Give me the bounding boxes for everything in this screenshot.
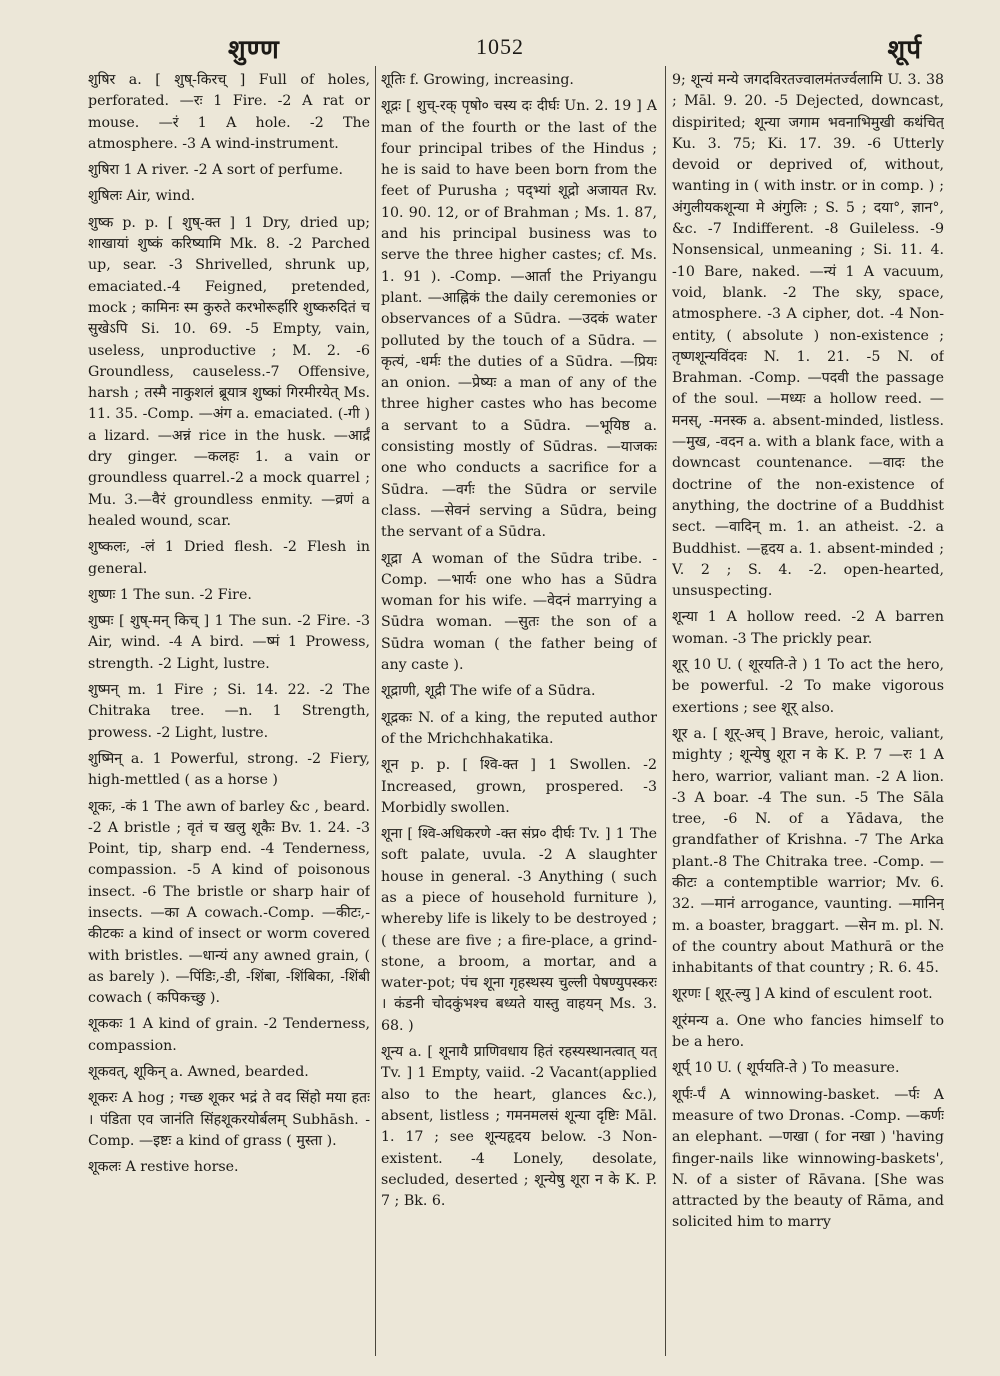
entry: शुष्णः 1 The sun. -2 Fire. — [88, 586, 252, 603]
column-divider — [375, 66, 376, 1356]
entry: शूद्रकः N. of a king, the reputed author of the Mrichchhakatika. — [381, 709, 657, 747]
running-head-left: शुण्ण — [228, 35, 280, 65]
entry: शूकः, -कं 1 The awn of barley &c , beard. -2 A bristle ; वृतं च खलु शूकैः Bv. 1. 24. -3 Point, tip, sharp end. -4 Tenderness, compassion. -5 A kind of poisonous insect. -6 The bristle or sharp hair of insects. —का A cowach.-Comp. —कीटः,-कीटकः a kind of insect or worm covered with bristles. —धान्यं any awned grain, ( as barely ). —पिंडिः,-डी, -शिंबा, -शिंबिका, -शिंबी cowach ( कपिकच्छु ). — [88, 798, 370, 1007]
column-3 — [672, 70, 944, 1352]
entry: शूर a. [ शूर्-अच् ] Brave, heroic, valiant, mighty ; शून्येषु शूरा न के K. P. 7 —रः 1 A hero, warrior, valiant man. -2 A lion. -3 A boar. -4 The sun. -5 The Sāla tree, -6 N. of a Yādava, the grandfather of Krishna. -7 The Arka plant.-8 The Chitraka tree. -Comp. —कीटः a contemptible warrior; Mv. 6. 32. —मानं arrogance, vaunting. —मानिन् m. a boaster, braggart. —सेन m. pl. N. of the country about Mathurā or the inhabitants of that country ; R. 6. 45. — [672, 725, 944, 977]
entry: शूर्पः-र्पं A winnowing-basket. —र्पः A measure of two Dronas. -Comp. —कर्णः an elephant. —णखा ( for नखा ) 'having finger-nails like winnowing-baskets', N. of a sister of Rāvana. [She was attracted by the beauty of Rāma, and solicited him to marry — [672, 1086, 944, 1231]
entry: शूकवत्, शूकिन् a. Awned, bearded. — [88, 1064, 309, 1081]
entry: शूना [ श्वि-अधिकरणे -क्त संप्र० दीर्घः Tv. ] 1 The soft palate, uvula. -2 A slaughter house in general. -3 Anything ( such as a piece of household furniture ), whereby life is likely to be destroyed ; ( these are five ; a fire-place, a grind-stone, a broom, a mortar, and a water-pot; पंच शूना गृहस्थस्य चुल्ली पेषण्युपस्करः । कंडनी चोदकुंभश्च बध्यते यास्तु वाहयन् Ms. 3. 68. ) — [381, 826, 657, 1034]
entry: शुष्मिन् a. 1 Powerful, strong. -2 Fiery, high-mettled ( as a horse ) — [88, 750, 370, 789]
entry: शूर् 10 U. ( शूरयति-ते ) 1 To act the hero, be powerful. -2 To make vigorous exertions ; see शूर् also. — [672, 657, 944, 716]
entry: शूर्प् 10 U. ( शूर्पयति-ते ) To measure. — [672, 1060, 900, 1077]
entry: शूककः 1 A kind of grain. -2 Tenderness, compassion. — [88, 1016, 370, 1054]
column-divider — [665, 66, 666, 1356]
entry: शुषिरा 1 A river. -2 A sort of perfume. — [88, 162, 343, 179]
entry: शून्या 1 A hollow reed. -2 A barren woman. -3 The prickly pear. — [672, 609, 944, 647]
entry: 9; शून्यं मन्ये जगदविरतज्वालमंतर्ज्वलामि U. 3. 38 ; Māl. 9. 20. -5 Dejected, downcast, dispirited; शून्या जगाम भवनाभिमुखी कथंचित् Ku. 3. 75; Ki. 17. 39. -6 Utterly devoid or deprived of, without, wanting in ( with instr. or in comp. ) ; अंगुलीयकशून्या मे अंगुलिः ; S. 5 ; दया°, ज्ञान°, &c. -7 Indifferent. -8 Guileless. -9 Nonsensical, unmeaning ; Si. 11. 4. -10 Bare, naked. —न्यं 1 A vacuum, void, blank. -2 The sky, space, atmosphere. -3 A cipher, dot. -4 Non-entity, ( absolute ) non-existence ; तृष्णशून्यविंदवः N. 1. 21. -5 N. of Brahman. -Comp. —पदवी the passage of the soul. —मध्यः a hollow reed. —मनस्, -मनस्क a. absent-minded, listless. —मुख, -वदन a. with a blank face, with a downcast countenance. —वादः the doctrine of the non-existence of anything, the doctrine of a Buddhist sect. —वादिन् m. 1. an atheist. -2. a Buddhist. —हृदय a. 1. absent-minded ; V. 2 ; S. 4. -2. open-hearted, unsuspecting. — [672, 72, 944, 600]
entry: शुष्मन् m. 1 Fire ; Si. 14. 22. -2 The Chitraka tree. —n. 1 Strength, prowess. -2 Light, lustre. — [88, 682, 370, 741]
entry: शूद्राणी, शूद्री The wife of a Sūdra. — [381, 683, 596, 700]
entry: शुष्कलः, -लं 1 Dried flesh. -2 Flesh in general. — [88, 539, 370, 577]
entry: शून p. p. [ श्वि-क्त ] 1 Swollen. -2 Increased, grown, prospered. -3 Morbidly swollen. — [381, 757, 657, 816]
entry: शून्य a. [ शूनायै प्राणिवधाय हितं रहस्यस्थानत्वात् यत् Tv. ] 1 Empty, vaiid. -2 Vacant(applied also to the heart, glances &c.), absent, listless ; गमनमलसं शून्या दृष्टिः Māl. 1. 17 ; see शून्यहृदय below. -3 Non-existent. -4 Lonely, desolate, secluded, deserted ; शून्येषु शूरा न के K. P. 7 ; Bk. 6. — [381, 1044, 657, 1210]
entry: शूद्रा A woman of the Sūdra tribe. -Comp. —भार्यः one who has a Sūdra woman for his wife. —वेदनं marrying a Sūdra woman. —सुतः the son of a Sūdra woman ( the father being of any caste ). — [381, 550, 657, 674]
entry: शूतिः f. Growing, increasing. — [381, 72, 574, 88]
entry: शूद्रः [ शुच्-रक् पृषो० चस्य दः दीर्घः Un. 2. 19 ] A man of the fourth or the last of the four principal tribes of the Hindus ; he is said to have been born from the feet of Purusha ; पद्भ्यां शूद्रो अजायत Rv. 10. 90. 12, or of Brahman ; Ms. 1. 87, and his principal business was to serve the three higher castes; cf. Ms. 1. 91 ). -Comp. —आर्ता the Priyangu plant. —आह्निकं the daily ceremonies or observances of a Sūdra. —उदकं water polluted by the touch of a Sūdra. —कृत्यं, -धर्मः the duties of a Sūdra. —प्रियः an onion. —प्रेष्यः a man of any of the three higher castes who has become a servant to a Sūdra. —भूयिष्ठ a. consisting mostly of Sūdras. —याजकः one who conducts a sacrifice for a Sūdra. —वर्गः the Sūdra or servile class. —सेवनं serving a Sūdra, being the servant of a Sūdra. — [381, 98, 657, 541]
entry: शूरंमन्य a. One who fancies himself to be a hero. — [672, 1012, 944, 1051]
column-2 — [381, 70, 657, 1352]
entry: शूरणः [ शूर्-ल्यु ] A kind of esculent root. — [672, 986, 933, 1003]
page-number: 1052 — [476, 34, 524, 59]
entry: शुषिर a. [ शुष्-किरच् ] Full of holes, perforated. —रः 1 Fire. -2 A rat or mouse. —रं 1 A hole. -2 The atmosphere. -3 A wind-instrument. — [88, 72, 370, 152]
entry: शूकलः A restive horse. — [88, 1159, 239, 1176]
entry: शूकरः A hog ; गच्छ शूकर भद्रं ते वद सिंहो मया हतः । पंडिता एव जानंति सिंहशूकरयोर्बलम् Subhāsh. -Comp. —इष्टः a kind of grass ( मुस्ता ). — [88, 1090, 370, 1149]
entry: शुषिलः Air, wind. — [88, 188, 195, 205]
entry: शुष्क p. p. [ शुष्-क्त ] 1 Dry, dried up; शाखायां शुष्कं करिष्यामि Mk. 8. -2 Parched up, sear. -3 Shrivelled, shrunk up, emaciated.-4 Feigned, pretended, mock ; कामिनः स्म कुरुते करभोरूर्हारि शुष्करुदितं च सुखेऽपि Si. 10. 69. -5 Empty, vain, useless, unproductive ; M. 2. -6 Groundless, causeless.-7 Offensive, harsh ; तस्मै नाकुशलं ब्रूयात्र शुष्कां गिरमीरयेत् Ms. 11. 35. -Comp. —अंग a. emaciated. (-गी ) a lizard. —अन्नं rice in the husk. —आर्द्रं dry ginger. —कलहः 1. a vain or groundless quarrel.-2 a mock quarrel ; Mu. 3.—वैरं groundless enmity. —व्रणं a healed wound, scar. — [88, 214, 370, 529]
running-head-right: शूर्प — [887, 35, 922, 65]
column-1 — [88, 70, 370, 1352]
entry: शुष्मः [ शुष्-मन् किच् ] 1 The sun. -2 Fire. -3 Air, wind. -4 A bird. —ष्मं 1 Prowess, strength. -2 Light, lustre. — [88, 613, 370, 672]
